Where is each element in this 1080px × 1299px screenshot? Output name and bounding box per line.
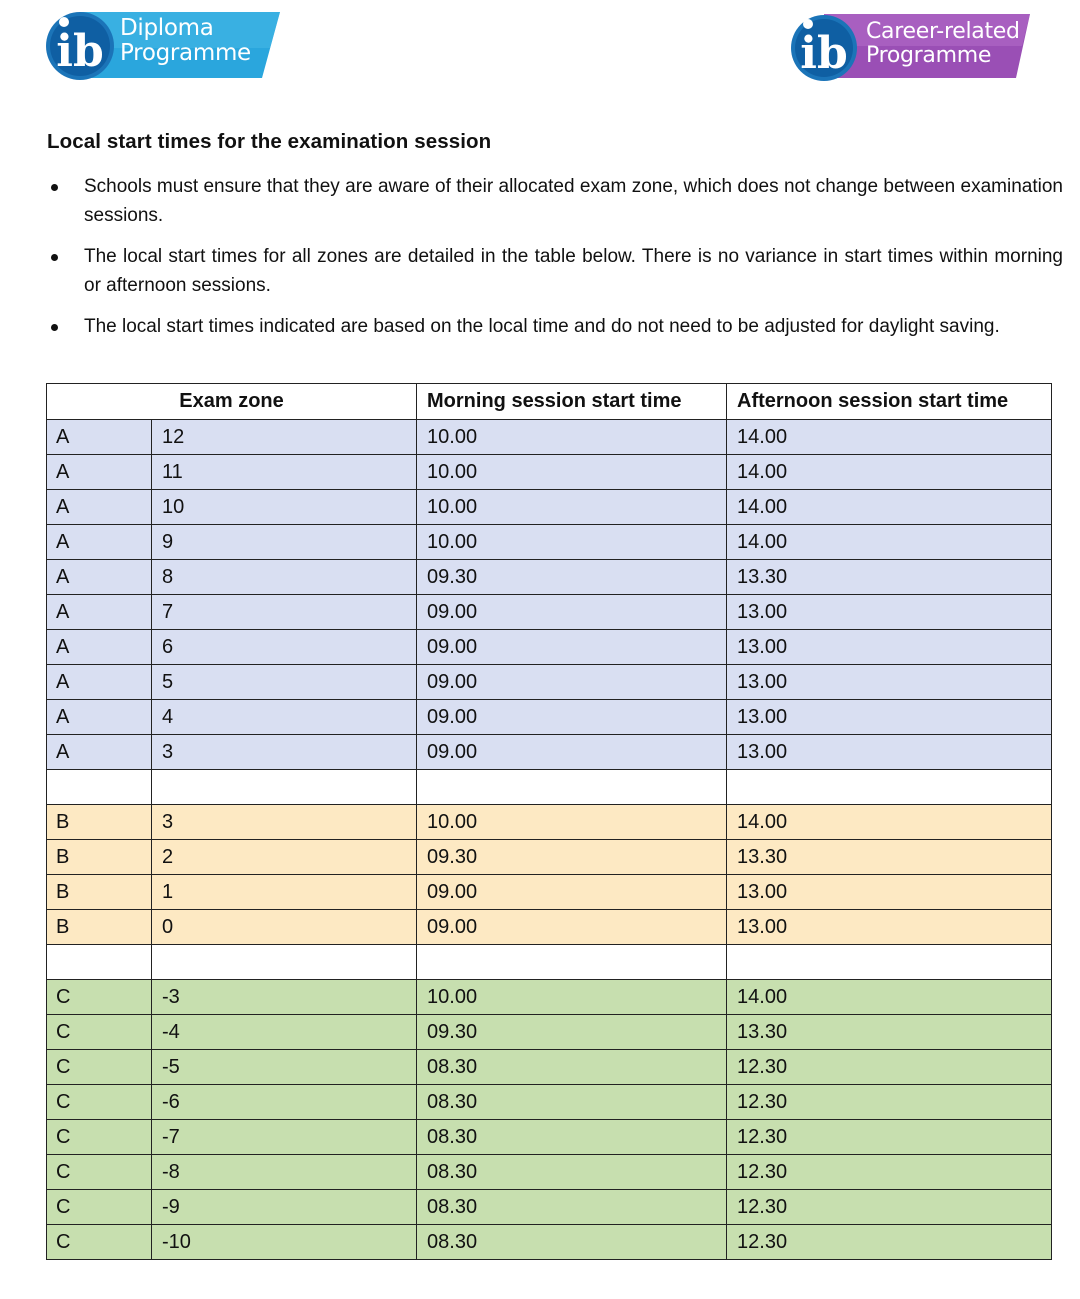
spacer-row [47, 945, 1052, 980]
table-row [47, 1225, 1052, 1260]
zone-group-cell: B [47, 840, 152, 875]
afternoon-time-cell: 13.00 [727, 595, 1052, 630]
table-row [47, 595, 1052, 630]
morning-time-cell: 08.30 [417, 1155, 727, 1190]
zone-offset-cell: 4 [152, 700, 417, 735]
table-row [47, 805, 1052, 840]
table-row [47, 455, 1052, 490]
morning-time-cell: 09.00 [417, 665, 727, 700]
exam-zone-table [46, 383, 1052, 1260]
morning-time-cell: 10.00 [417, 980, 727, 1015]
afternoon-time-cell: 12.30 [727, 1120, 1052, 1155]
zone-offset-cell: 1 [152, 875, 417, 910]
table-row [47, 525, 1052, 560]
header-exam-zone: Exam zone [47, 384, 417, 420]
table-row [47, 665, 1052, 700]
career-logo-line2: Programme [866, 43, 992, 68]
zone-group-cell: A [47, 665, 152, 700]
afternoon-time-cell: 14.00 [727, 525, 1052, 560]
morning-time-cell: 08.30 [417, 1225, 727, 1260]
bullet-text: The local start times for all zones are detailed in the table below. There is no variance in start times within morning or afternoon sessions. [84, 246, 1063, 296]
afternoon-time-cell: 12.30 [727, 1155, 1052, 1190]
zone-offset-cell: -5 [152, 1050, 417, 1085]
zone-offset-cell: -7 [152, 1120, 417, 1155]
zone-offset-cell: 2 [152, 840, 417, 875]
zone-group-cell: A [47, 735, 152, 770]
afternoon-time-cell: 14.00 [727, 455, 1052, 490]
zone-group-cell: A [47, 630, 152, 665]
zone-offset-cell: 10 [152, 490, 417, 525]
table-row [47, 1120, 1052, 1155]
afternoon-time-cell [727, 770, 1052, 805]
zone-offset-cell: 3 [152, 805, 417, 840]
zone-group-cell: B [47, 805, 152, 840]
afternoon-time-cell: 13.00 [727, 665, 1052, 700]
diploma-logo-line1: Diploma [120, 15, 214, 41]
afternoon-time-cell: 12.30 [727, 1225, 1052, 1260]
zone-group-cell: C [47, 1190, 152, 1225]
bullet-dot-icon [51, 254, 58, 261]
spacer-row [47, 770, 1052, 805]
morning-time-cell: 09.00 [417, 910, 727, 945]
zone-offset-cell: -8 [152, 1155, 417, 1190]
zone-offset-cell: 12 [152, 420, 417, 455]
diploma-logo-text [120, 16, 251, 66]
table-row [47, 1050, 1052, 1085]
morning-time-cell: 10.00 [417, 420, 727, 455]
zone-offset-cell: 5 [152, 665, 417, 700]
zone-group-cell: C [47, 1225, 152, 1260]
morning-time-cell [417, 945, 727, 980]
zone-offset-cell [152, 770, 417, 805]
bullet-item [47, 312, 1063, 341]
table-header-row [47, 384, 1052, 420]
zone-offset-cell: 9 [152, 525, 417, 560]
table-row [47, 1190, 1052, 1225]
diploma-logo-line2: Programme [120, 40, 251, 66]
zone-group-cell: A [47, 420, 152, 455]
zone-group-cell: B [47, 910, 152, 945]
morning-time-cell: 09.00 [417, 595, 727, 630]
table-row [47, 735, 1052, 770]
morning-time-cell: 08.30 [417, 1085, 727, 1120]
table-row [47, 1085, 1052, 1120]
svg-text:ib: ib [56, 26, 104, 77]
afternoon-time-cell: 13.00 [727, 630, 1052, 665]
zone-offset-cell: 0 [152, 910, 417, 945]
afternoon-time-cell: 14.00 [727, 490, 1052, 525]
afternoon-time-cell: 13.30 [727, 1015, 1052, 1050]
zone-group-cell [47, 770, 152, 805]
zone-offset-cell: 6 [152, 630, 417, 665]
afternoon-time-cell: 14.00 [727, 420, 1052, 455]
table-row [47, 700, 1052, 735]
morning-time-cell: 09.00 [417, 735, 727, 770]
zone-group-cell: C [47, 1015, 152, 1050]
table-row [47, 840, 1052, 875]
bullet-dot-icon [51, 324, 58, 331]
afternoon-time-cell [727, 945, 1052, 980]
morning-time-cell: 09.00 [417, 700, 727, 735]
header-morning-start: Morning session start time [417, 384, 727, 420]
zone-offset-cell: -6 [152, 1085, 417, 1120]
bullet-item [47, 172, 1063, 230]
morning-time-cell: 08.30 [417, 1050, 727, 1085]
bullet-item [47, 242, 1063, 300]
zone-offset-cell: -9 [152, 1190, 417, 1225]
afternoon-time-cell: 13.00 [727, 735, 1052, 770]
morning-time-cell: 10.00 [417, 490, 727, 525]
afternoon-time-cell: 13.00 [727, 875, 1052, 910]
zone-offset-cell: 8 [152, 560, 417, 595]
career-logo-line1: Career-related [866, 19, 1020, 44]
table-row [47, 490, 1052, 525]
zone-group-cell: C [47, 1155, 152, 1190]
zone-group-cell: A [47, 700, 152, 735]
bullet-text: The local start times indicated are based on the local time and do not need to be adjusted for daylight saving. [84, 316, 1000, 337]
table-row [47, 1155, 1052, 1190]
morning-time-cell: 10.00 [417, 455, 727, 490]
zone-group-cell: A [47, 455, 152, 490]
morning-time-cell: 09.00 [417, 630, 727, 665]
morning-time-cell: 09.30 [417, 560, 727, 595]
zone-offset-cell [152, 945, 417, 980]
zone-group-cell: A [47, 595, 152, 630]
career-logo-text [866, 20, 1020, 68]
table-body [47, 420, 1052, 1260]
diploma-programme-logo [44, 10, 282, 82]
table-row [47, 420, 1052, 455]
zone-offset-cell: -4 [152, 1015, 417, 1050]
zone-offset-cell: -3 [152, 980, 417, 1015]
zone-group-cell [47, 945, 152, 980]
afternoon-time-cell: 12.30 [727, 1050, 1052, 1085]
zone-group-cell: C [47, 1120, 152, 1155]
table-row [47, 910, 1052, 945]
morning-time-cell: 08.30 [417, 1120, 727, 1155]
afternoon-time-cell: 13.00 [727, 700, 1052, 735]
section-heading: Local start times for the examination session [47, 130, 492, 153]
header-afternoon-start: Afternoon session start time [727, 384, 1052, 420]
zone-group-cell: A [47, 525, 152, 560]
zone-offset-cell: 3 [152, 735, 417, 770]
table-row [47, 560, 1052, 595]
morning-time-cell: 10.00 [417, 805, 727, 840]
zone-offset-cell: 11 [152, 455, 417, 490]
table-row [47, 875, 1052, 910]
morning-time-cell [417, 770, 727, 805]
afternoon-time-cell: 12.30 [727, 1085, 1052, 1120]
bullet-dot-icon [51, 184, 58, 191]
career-programme-logo [786, 10, 1032, 82]
zone-group-cell: C [47, 1085, 152, 1120]
afternoon-time-cell: 14.00 [727, 805, 1052, 840]
zone-group-cell: B [47, 875, 152, 910]
afternoon-time-cell: 13.30 [727, 840, 1052, 875]
bullet-list [47, 172, 1063, 353]
zone-offset-cell: 7 [152, 595, 417, 630]
table-row [47, 980, 1052, 1015]
zone-group-cell: C [47, 1050, 152, 1085]
table-row [47, 1015, 1052, 1050]
zone-group-cell: C [47, 980, 152, 1015]
morning-time-cell: 08.30 [417, 1190, 727, 1225]
morning-time-cell: 09.30 [417, 1015, 727, 1050]
afternoon-time-cell: 14.00 [727, 980, 1052, 1015]
zone-group-cell: A [47, 490, 152, 525]
morning-time-cell: 09.30 [417, 840, 727, 875]
table-row [47, 630, 1052, 665]
zone-offset-cell: -10 [152, 1225, 417, 1260]
afternoon-time-cell: 13.30 [727, 560, 1052, 595]
afternoon-time-cell: 12.30 [727, 1190, 1052, 1225]
svg-text:ib: ib [800, 28, 848, 79]
morning-time-cell: 10.00 [417, 525, 727, 560]
bullet-text: Schools must ensure that they are aware of their allocated exam zone, which does not change between examination sessions. [84, 176, 1063, 226]
zone-group-cell: A [47, 560, 152, 595]
morning-time-cell: 09.00 [417, 875, 727, 910]
afternoon-time-cell: 13.00 [727, 910, 1052, 945]
